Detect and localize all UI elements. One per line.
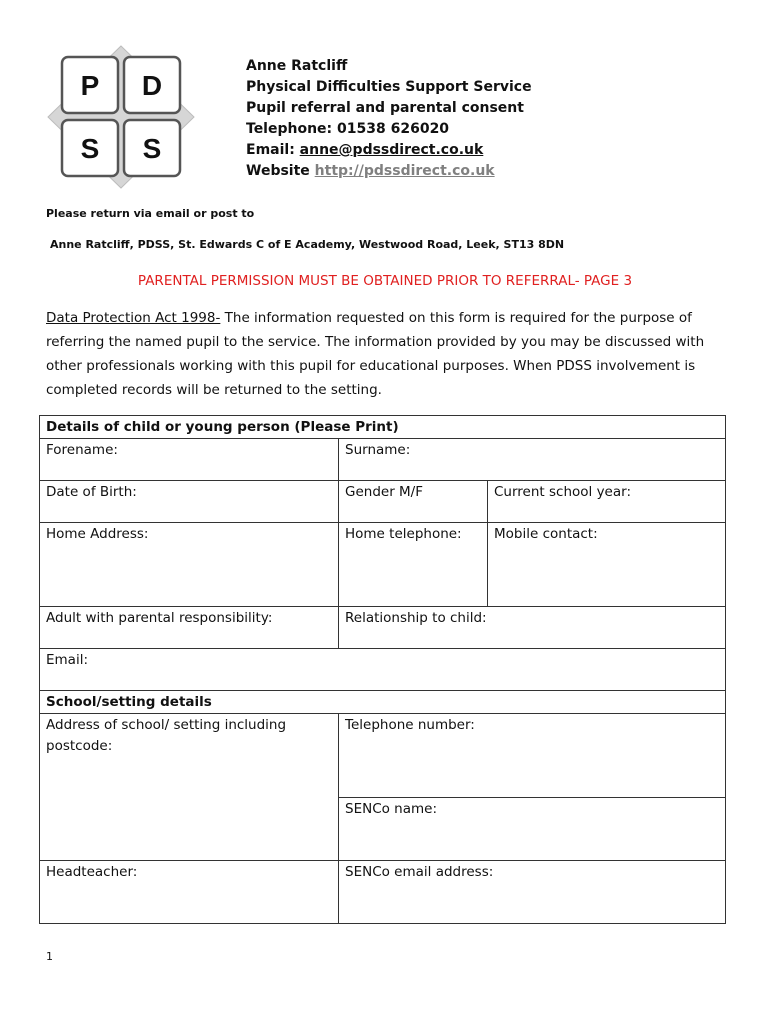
logo-letter-s1: S xyxy=(80,133,100,164)
logo-letter-p: P xyxy=(80,70,100,101)
school-address-field[interactable]: Address of school/ setting including postcode: xyxy=(40,714,339,861)
gender-field[interactable]: Gender M/F xyxy=(339,481,488,523)
service-name: Physical Difficulties Support Service xyxy=(246,79,532,95)
contact-email-row xyxy=(246,140,532,161)
data-protection-notice xyxy=(46,306,730,402)
relationship-field[interactable]: Relationship to child: xyxy=(339,607,726,649)
email-label: Email: xyxy=(246,142,295,158)
parent-field[interactable]: Adult with parental responsibility: xyxy=(40,607,339,649)
headteacher-field[interactable]: Headteacher: xyxy=(40,861,339,924)
school-year-field[interactable]: Current school year: xyxy=(488,481,726,523)
return-instructions: Please return via email or post to xyxy=(46,207,255,220)
logo-letter-s2: S xyxy=(142,133,162,164)
child-details-header: Details of child or young person (Please Print) xyxy=(40,416,726,439)
return-address: Anne Ratcliff, PDSS, St. Edwards C of E Academy, Westwood Road, Leek, ST13 8DN xyxy=(50,238,565,251)
data-protection-text: The information requested on this form is required for the purpose of referring the named pupil to the service. The information provided by you may be discussed with other professionals working with this pupil for educational purposes. When PDSS involvement is completed records will be returned to the setting. xyxy=(46,310,705,398)
senco-name-field[interactable]: SENCo name: xyxy=(339,798,726,861)
email-link[interactable]: anne@pdssdirect.co.uk xyxy=(299,142,484,158)
school-telephone-field[interactable]: Telephone number: xyxy=(339,714,726,798)
referral-form-table xyxy=(39,415,726,924)
website-label: Website xyxy=(246,163,310,179)
surname-field[interactable]: Surname: xyxy=(339,439,726,481)
email-field[interactable]: Email: xyxy=(40,649,726,691)
forename-field[interactable]: Forename: xyxy=(40,439,339,481)
contact-block xyxy=(246,56,532,182)
pdss-logo xyxy=(46,44,196,190)
school-details-header: School/setting details xyxy=(40,691,726,714)
contact-telephone: Telephone: 01538 626020 xyxy=(246,121,450,137)
senco-email-field[interactable]: SENCo email address: xyxy=(339,861,726,924)
logo-letter-d: D xyxy=(141,70,163,101)
home-address-field[interactable]: Home Address: xyxy=(40,523,339,607)
contact-website-row xyxy=(246,161,532,182)
home-telephone-field[interactable]: Home telephone: xyxy=(339,523,488,607)
page-number: 1 xyxy=(46,950,53,963)
data-protection-title: Data Protection Act 1998- xyxy=(46,310,221,326)
contact-name: Anne Ratcliff xyxy=(246,58,348,74)
dob-field[interactable]: Date of Birth: xyxy=(40,481,339,523)
form-title: Pupil referral and parental consent xyxy=(246,100,524,116)
website-link[interactable]: http://pdssdirect.co.uk xyxy=(314,163,495,179)
mobile-contact-field[interactable]: Mobile contact: xyxy=(488,523,726,607)
permission-warning: PARENTAL PERMISSION MUST BE OBTAINED PRIOR TO REFERRAL- PAGE 3 xyxy=(137,273,633,289)
